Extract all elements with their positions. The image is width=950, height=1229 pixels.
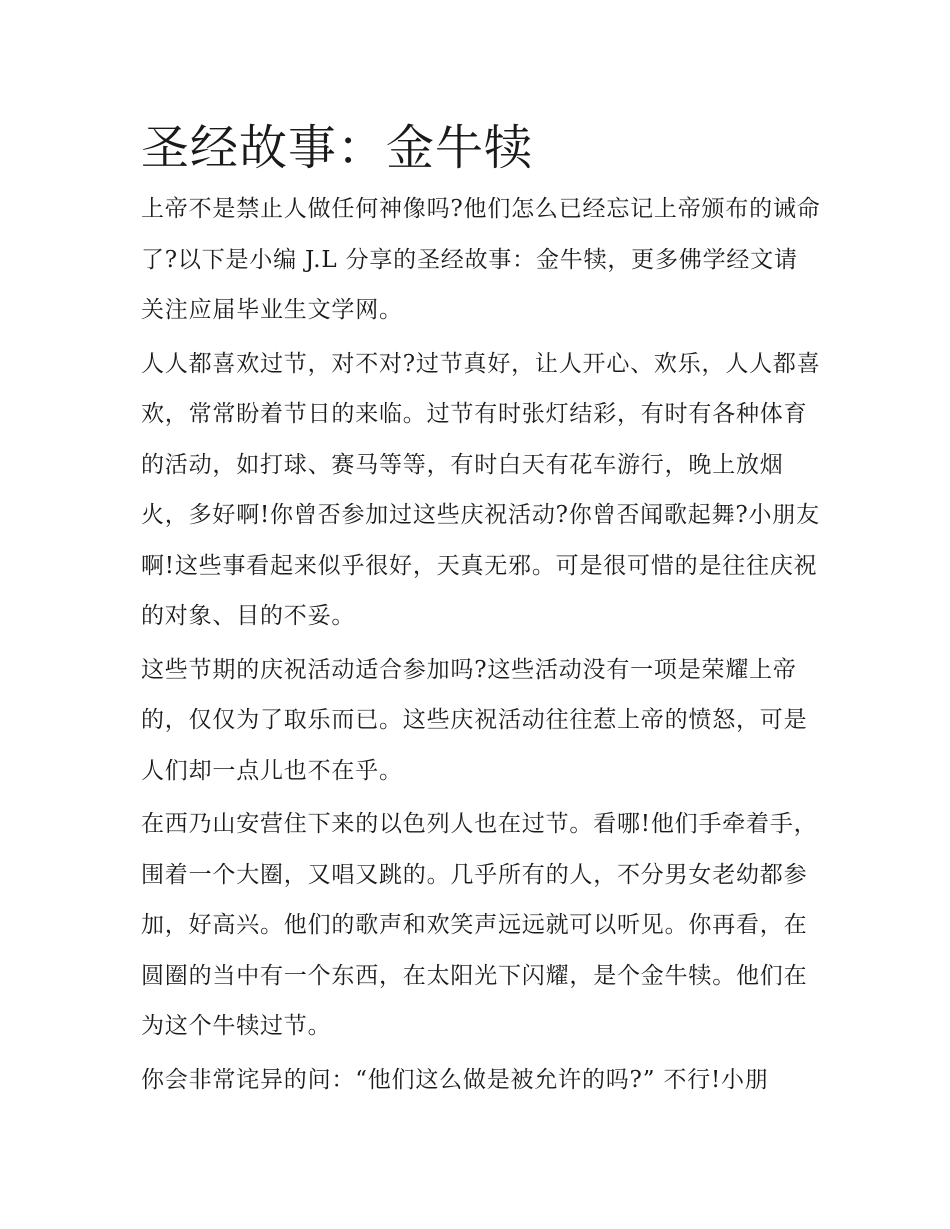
paragraph-question: 你会非常诧异的问：“他们这么做是被允许的吗?” 不行!小朋 xyxy=(141,1066,769,1093)
paragraph-intro: 上帝不是禁止人做任何神像吗?他们怎么已经忘记上帝颁布的诫命了?以下是小编 J.L 分享的圣经故事：金牛犊，更多佛学经文请关注应届毕业生文学网。 xyxy=(141,196,821,323)
page-title: 圣经故事：金牛犊 xyxy=(141,120,534,176)
paragraph-celebrations: 这些节期的庆祝活动适合参加吗?这些活动没有一项是荣耀上帝的，仅仅为了取乐而已。这些庆祝活动往往惹上帝的愤怒，可是人们却一点儿也不在乎。 xyxy=(141,656,808,784)
document-body xyxy=(141,112,821,1108)
paragraph-festivals: 人人都喜欢过节，对不对?过节真好，让人开心、欢乐，人人都喜欢，常常盼着节日的来临。过节有时张灯结彩，有时有各种体育的活动，如打球、赛马等等，有时白天有花车游行，晚上放烟火，多好啊!你曾否参加过这些庆祝活动?你曾否闻歌起舞?小朋友啊!这些事看起来似乎很好，天真无邪。可是很可惜的是往往庆祝的对象、目的不妥。 xyxy=(141,350,821,629)
paragraph-sinai-camp: 在西乃山安营住下来的以色列人也在过节。看哪!他们手牵着手，围着一个大圈，又唱又跳的。几乎所有的人，不分男女老幼都参加，好高兴。他们的歌声和欢笑声远远就可以听见。你再看，在圆圈的当中有一个东西，在太阳光下闪耀，是个金牛犊。他们在为这个牛犊过节。 xyxy=(141,811,818,1039)
